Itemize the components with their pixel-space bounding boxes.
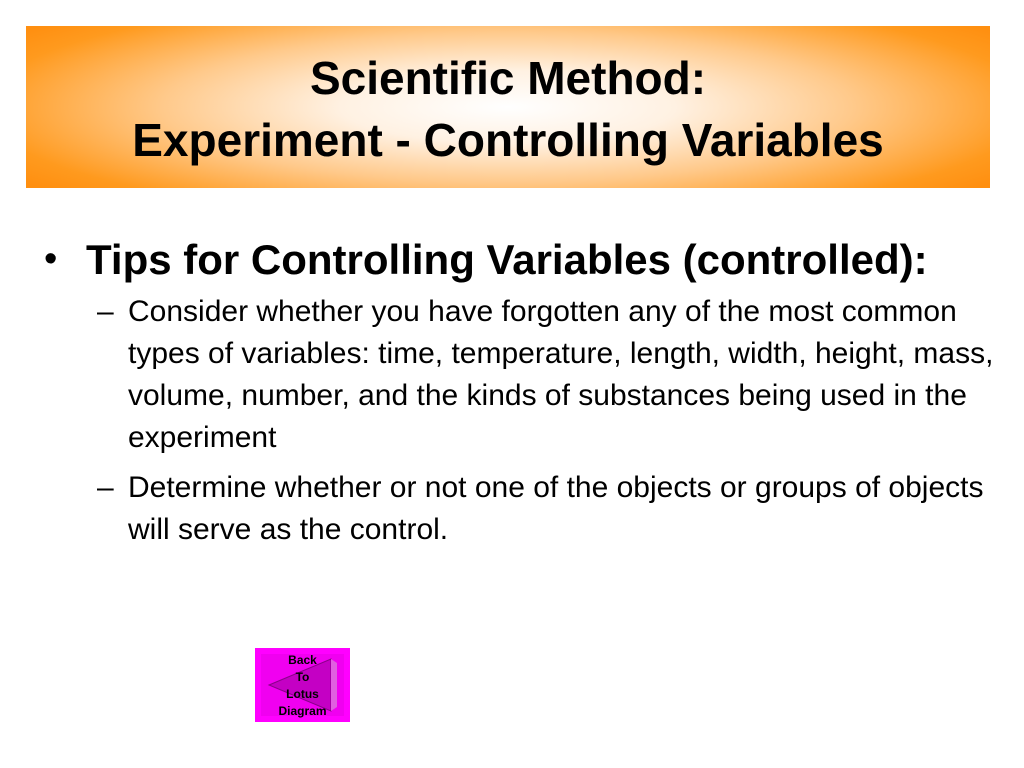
dash-marker: – — [97, 471, 114, 504]
title-banner — [26, 26, 990, 188]
sub-bullet-text: Consider whether you have forgotten any of the most common types of variables: time, temperature, length, width, height, mass, volume, number, and the kinds of substances being used in the experiment — [128, 295, 994, 454]
sub-bullet-item — [97, 467, 1000, 551]
bullet-item — [40, 230, 1000, 289]
dash-marker: – — [97, 295, 114, 328]
back-button-label — [255, 652, 350, 720]
sub-bullet-list — [40, 291, 1000, 551]
slide-content — [40, 230, 1000, 559]
title-line-1: Scientific Method: — [309, 52, 707, 104]
bullet-heading: Tips for Controlling Variables (controlled): — [86, 236, 928, 283]
sub-bullet-item — [97, 291, 1000, 459]
back-to-lotus-diagram-button[interactable] — [255, 648, 350, 722]
back-label-line: Back — [288, 653, 317, 667]
sub-bullet-text: Determine whether or not one of the objects or groups of objects will serve as the control. — [128, 471, 984, 546]
back-label-line: Diagram — [278, 704, 327, 718]
bullet-marker: • — [44, 238, 58, 280]
title-line-2: Experiment - Controlling Variables — [132, 114, 884, 166]
back-label-line: Lotus — [286, 687, 319, 701]
back-label-line: To — [295, 670, 310, 684]
